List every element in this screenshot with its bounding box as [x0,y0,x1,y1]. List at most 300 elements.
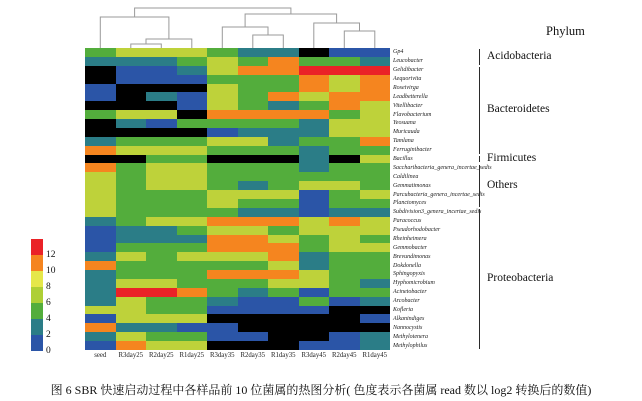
heatmap-cell [146,306,177,315]
row-label: Alkanindiges [393,315,425,322]
heatmap-cell [268,137,299,146]
heatmap-cell [146,146,177,155]
heatmap-cell [85,199,116,208]
heatmap-cell [177,297,208,306]
heatmap-cell [360,128,391,137]
heatmap-cell [360,288,391,297]
heatmap-cell [268,66,299,75]
heatmap-cell [238,146,269,155]
heatmap-cell [146,137,177,146]
row-label: Dokdonella [393,262,421,269]
heatmap-cell [238,190,269,199]
heatmap-cell [329,270,360,279]
heatmap-cell [85,323,116,332]
heatmap-cell [268,92,299,101]
heatmap-cell [146,314,177,323]
heatmap-cell [360,323,391,332]
column-label: R1day45 [362,352,388,359]
heatmap-cell [116,190,147,199]
heatmap-cell [329,199,360,208]
heatmap-cell [85,66,116,75]
heatmap-cell [85,279,116,288]
column-label: R3day35 [209,352,235,359]
row-label: Parcubacteria_genera_incertae_sedis [393,191,485,198]
heatmap-cell [299,119,330,128]
heatmap-cell [116,48,147,57]
heatmap-cell [238,297,269,306]
heatmap-cell [299,84,330,93]
heatmap-cell [360,84,391,93]
column-label: R1day35 [270,352,296,359]
heatmap-cell [268,208,299,217]
heatmap-cell [177,92,208,101]
heatmap-cell [85,181,116,190]
heatmap-cell [360,270,391,279]
heatmap-cell [146,155,177,164]
heatmap-cell [238,243,269,252]
heatmap-cell [268,297,299,306]
phylum-label: Others [487,178,518,191]
heatmap-cell [85,163,116,172]
heatmap-cell [85,172,116,181]
heatmap-cell [116,101,147,110]
heatmap-cell [177,226,208,235]
heatmap-cell [85,252,116,261]
heatmap-cell [360,101,391,110]
heatmap-cell [146,297,177,306]
heatmap-cell [329,172,360,181]
heatmap-cell [116,323,147,332]
heatmap-cell [360,119,391,128]
phylum-bracket [479,156,483,163]
heatmap-cell [329,84,360,93]
heatmap-cell [268,243,299,252]
heatmap-cell [268,128,299,137]
heatmap-cell [299,128,330,137]
heatmap-cell [207,48,238,57]
heatmap-cell [85,92,116,101]
row-label: Aequorivita [393,76,422,83]
row-label: Gemmatimonas [393,182,431,189]
phylum-label: Proteobacteria [487,271,554,284]
heatmap-cell [116,297,147,306]
heatmap-cell [116,314,147,323]
heatmap-cell [238,261,269,270]
legend-tick-label: 6 [46,298,51,308]
heatmap-cell [207,146,238,155]
heatmap-cell [177,208,208,217]
heatmap-cell [207,243,238,252]
heatmap-cell [116,110,147,119]
heatmap-cell [146,270,177,279]
heatmap-cell [268,270,299,279]
heatmap-cell [177,314,208,323]
heatmap-cell [116,261,147,270]
heatmap-cell [329,163,360,172]
heatmap-cell [116,243,147,252]
column-label: seed [94,352,107,359]
heatmap-cell [177,279,208,288]
heatmap-cell [268,172,299,181]
legend-color-segment [31,319,43,335]
heatmap-cell [116,181,147,190]
heatmap-cell [238,235,269,244]
row-label: Gp4 [393,49,404,56]
heatmap-cell [329,252,360,261]
heatmap-cell [329,261,360,270]
heatmap-cell [329,66,360,75]
heatmap-cell [116,163,147,172]
heatmap-cell [268,181,299,190]
heatmap-cell [146,217,177,226]
heatmap-cell [146,261,177,270]
heatmap-cell [329,243,360,252]
legend-color-segment [31,239,43,255]
heatmap-cell [268,235,299,244]
phylum-bracket [479,165,483,207]
heatmap-cell [116,217,147,226]
heatmap-cell [268,84,299,93]
heatmap-cell [299,297,330,306]
heatmap-cell [85,217,116,226]
heatmap-cell [299,288,330,297]
heatmap-cell [360,332,391,341]
heatmap-cell [299,323,330,332]
heatmap-cell [299,110,330,119]
heatmap-cell [360,163,391,172]
heatmap-cell [177,181,208,190]
heatmap-cell [177,101,208,110]
heatmap-cell [238,110,269,119]
figure-caption: 图 6 SBR 快速启动过程中各样品前 10 位菌属的热图分析( 色度表示各菌属 read 数以 log2 转换后的数值) [50,383,592,397]
legend-tick-label: 12 [46,250,56,260]
heatmap-cell [146,199,177,208]
heatmap-cell [177,252,208,261]
heatmap-cell [360,306,391,315]
heatmap-cell [116,199,147,208]
heatmap-cell [238,119,269,128]
heatmap-cell [329,235,360,244]
heatmap-cell [207,128,238,137]
heatmap-cell [268,261,299,270]
row-label: Vitellibacter [393,102,423,109]
heatmap-cell [116,235,147,244]
heatmap-cell [207,137,238,146]
heatmap-cell [207,235,238,244]
heatmap-cell [299,66,330,75]
heatmap-cell [360,190,391,199]
row-label: Flavobacterium [393,111,432,118]
heatmap-cell [177,128,208,137]
heatmap-cell [268,75,299,84]
heatmap-cell [268,341,299,350]
heatmap-cell [238,75,269,84]
heatmap-cell [177,66,208,75]
heatmap-cell [85,137,116,146]
heatmap-cell [146,323,177,332]
heatmap-cell [85,119,116,128]
row-label: Methylotenera [393,333,428,340]
heatmap-cell [177,306,208,315]
heatmap-cell [268,279,299,288]
heatmap-cell [360,199,391,208]
heatmap-cell [238,155,269,164]
heatmap-cell [116,57,147,66]
heatmap-cell [360,208,391,217]
phylum-bracket [479,49,483,65]
column-label: R1day25 [179,352,205,359]
heatmap-cell [177,155,208,164]
row-label: Nannocystis [393,324,423,331]
column-label: R2day35 [240,352,266,359]
legend-tick-label: 4 [46,314,51,324]
heatmap-cell [146,190,177,199]
heatmap-cell [329,297,360,306]
row-label: Planctomyces [393,200,427,207]
heatmap-cell [116,306,147,315]
heatmap-cell [329,323,360,332]
heatmap-cell [299,217,330,226]
heatmap-cell [299,279,330,288]
heatmap-cell [177,84,208,93]
heatmap-cell [146,119,177,128]
heatmap-cell [116,119,147,128]
heatmap-cell [238,306,269,315]
heatmap-cell [268,199,299,208]
heatmap-cell [329,181,360,190]
heatmap-cell [207,314,238,323]
heatmap-cell [207,332,238,341]
heatmap-cell [177,119,208,128]
heatmap-cell [299,208,330,217]
heatmap-cell [360,261,391,270]
heatmap-cell [238,66,269,75]
row-label: Gemmobacter [393,244,427,251]
heatmap-cell [299,252,330,261]
heatmap-cell [177,190,208,199]
heatmap-cell [116,270,147,279]
heatmap-cell [85,341,116,350]
heatmap-cell [207,226,238,235]
heatmap-cell [207,217,238,226]
heatmap-cell [116,288,147,297]
heatmap-cell [299,270,330,279]
heatmap-cell [85,314,116,323]
heatmap-cell [360,252,391,261]
heatmap-cell [207,252,238,261]
heatmap-cell [329,48,360,57]
heatmap-cell [116,128,147,137]
heatmap-cell [146,226,177,235]
heatmap-cell [299,146,330,155]
column-label: R2day45 [331,352,357,359]
heatmap-cell [268,146,299,155]
heatmap-cell [268,332,299,341]
column-label: R3day45 [301,352,327,359]
row-label: Pseudorhodobacter [393,227,441,234]
heatmap-cell [146,288,177,297]
row-label: Muricauda [393,129,420,136]
heatmap-cell [360,181,391,190]
heatmap-cell [360,341,391,350]
heatmap-cell [268,101,299,110]
row-label: Acinetobacter [393,289,427,296]
heatmap-cell [360,314,391,323]
heatmap-cell [146,128,177,137]
heatmap-cell [207,155,238,164]
heatmap-cell [299,332,330,341]
phylum-label: Firmicutes [487,152,537,164]
heatmap-cell [177,341,208,350]
heatmap-cell [299,190,330,199]
heatmap-cell [238,48,269,57]
heatmap-cell [329,332,360,341]
heatmap-cell [207,181,238,190]
heatmap-cell [329,226,360,235]
heatmap-cell [85,235,116,244]
heatmap-cell [146,172,177,181]
heatmap-cell [329,146,360,155]
heatmap-cell [268,155,299,164]
heatmap-cell [85,332,116,341]
heatmap-cell [177,48,208,57]
row-label: Yeosuana [393,120,416,127]
heatmap-cell [116,341,147,350]
legend-tick-label: 2 [46,330,51,340]
heatmap-cell [85,128,116,137]
heatmap-cell [329,208,360,217]
heatmap-cell [329,288,360,297]
heatmap-cell [299,235,330,244]
heatmap-cell [207,66,238,75]
heatmap-cell [207,84,238,93]
heatmap-cell [329,101,360,110]
phylum-bracket [479,67,483,154]
heatmap-cell [360,92,391,101]
heatmap-cell [299,243,330,252]
heatmap-cell [146,110,177,119]
heatmap-cell [268,217,299,226]
heatmap-cell [116,172,147,181]
heatmap-cell [177,261,208,270]
row-label: Leucobacter [393,58,423,65]
row-label: Gelidibacter [393,67,424,74]
heatmap-cell [207,297,238,306]
heatmap-cell [360,155,391,164]
heatmap-cell [360,137,391,146]
heatmap-cell [299,261,330,270]
heatmap-cell [329,75,360,84]
row-label: Subdivision3_genera_incertae_sedis [393,209,482,216]
phylum-bracket [479,209,483,349]
legend-color-segment [31,303,43,319]
heatmap-cell [268,314,299,323]
row-label: Rheinheimera [393,235,427,242]
heatmap-cell [207,172,238,181]
heatmap-cell [177,163,208,172]
heatmap-cell [299,226,330,235]
heatmap-cell [329,155,360,164]
heatmap-cell [238,181,269,190]
heatmap-cell [360,243,391,252]
heatmap-cell [177,172,208,181]
heatmap-cell [116,146,147,155]
heatmap-cell [146,279,177,288]
heatmap-cell [238,270,269,279]
heatmap-cell [360,57,391,66]
legend-color-segment [31,271,43,287]
heatmap-cell [360,172,391,181]
heatmap-cell [207,190,238,199]
heatmap-cell [146,243,177,252]
heatmap-cell [116,279,147,288]
heatmap-cell [268,57,299,66]
row-label: Caldilinea [393,173,419,180]
heatmap-cell [146,75,177,84]
heatmap-cell [207,279,238,288]
heatmap-cell [207,119,238,128]
heatmap-cell [238,57,269,66]
heatmap-cell [177,332,208,341]
heatmap-cell [329,128,360,137]
heatmap-cell [85,208,116,217]
heatmap-cell [177,217,208,226]
heatmap-cell [116,155,147,164]
heatmap-cell [360,279,391,288]
heatmap-cell [85,48,116,57]
row-label: Tamlana [393,138,414,145]
heatmap-cell [238,332,269,341]
heatmap-cell [146,181,177,190]
heatmap-cell [329,279,360,288]
heatmap-cell [238,101,269,110]
heatmap-cell [299,137,330,146]
heatmap-cell [238,279,269,288]
heatmap-cell [299,57,330,66]
column-label: R2day25 [148,352,174,359]
heatmap-cell [360,66,391,75]
legend-tick-label: 8 [46,282,51,292]
heatmap-cell [238,226,269,235]
heatmap-cell [177,57,208,66]
legend-tick-label: 0 [46,346,51,356]
heatmap-cell [207,323,238,332]
phylum-header: Phylum [546,24,585,38]
heatmap-cell [207,92,238,101]
heatmap-cell [329,137,360,146]
heatmap-cell [238,323,269,332]
heatmap-cell [268,110,299,119]
row-label: Roseivirga [393,84,419,91]
row-label: Brevundimonas [393,253,431,260]
heatmap-cell [177,137,208,146]
row-label: Leadbetterella [393,93,428,100]
heatmap-cell [146,84,177,93]
legend-color-segment [31,255,43,271]
heatmap-cell [85,146,116,155]
heatmap-cell [116,137,147,146]
heatmap-cell [177,235,208,244]
heatmap-cell [268,226,299,235]
heatmap-cell [146,341,177,350]
heatmap-cell [268,163,299,172]
row-label: Paracoccus [393,218,422,225]
heatmap-cell [177,288,208,297]
heatmap-cell [299,155,330,164]
heatmap-cell [238,252,269,261]
heatmap-cell [207,57,238,66]
heatmap-cell [360,110,391,119]
